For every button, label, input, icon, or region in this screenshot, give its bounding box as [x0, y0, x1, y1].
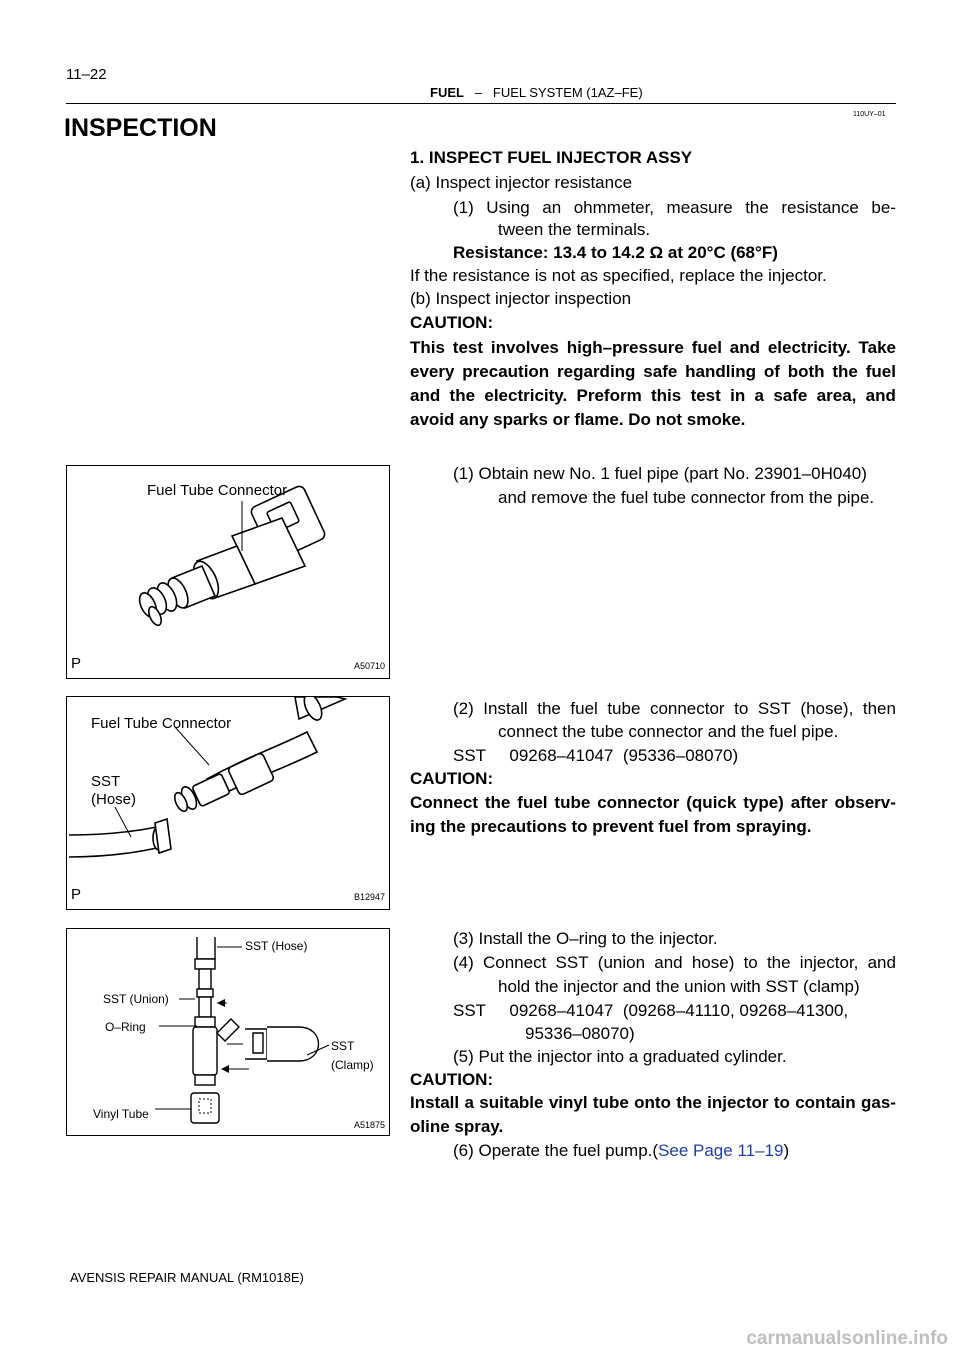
fig1-label: Fuel Tube Connector — [147, 482, 288, 499]
doc-code: 110UY–01 — [853, 111, 886, 118]
see-page-link[interactable]: See Page 11–19 — [658, 1141, 784, 1160]
header-subtitle: FUEL SYSTEM (1AZ–FE) — [492, 85, 643, 100]
step-b6: (6) Operate the fuel pump.(See Page 11–19) — [453, 1141, 790, 1160]
caution-1-line2: every precaution regarding safe handling of both the fuel — [410, 362, 896, 381]
caution-1-line4: avoid any sparks or flame. Do not smoke. — [410, 410, 746, 429]
fig3-sst-hose: SST (Hose) — [245, 939, 308, 953]
fig1-corner: P — [71, 655, 82, 672]
caution-1-label: CAUTION: — [410, 313, 494, 332]
caution-2-line1: Connect the fuel tube connector (quick type) after observ- — [410, 793, 896, 812]
step-b1-line2: and remove the fuel tube connector from the pipe. — [498, 488, 875, 507]
fig3-vinyl-tube: Vinyl Tube — [93, 1107, 149, 1121]
figure-sst-hose — [66, 696, 390, 910]
fig2-sst: SST — [91, 773, 121, 790]
resistance-spec: Resistance: 13.4 to 14.2 Ω at 20°C (68°F) — [453, 243, 778, 262]
figure-injector-setup — [66, 928, 390, 1136]
header-rule — [66, 103, 896, 104]
caution-1-line1: This test involves high–pressure fuel and electricity. Take — [410, 338, 896, 357]
step-b2-line1: (2) Install the fuel tube connector to SST (hose), then — [453, 699, 896, 718]
footer: AVENSIS REPAIR MANUAL (RM1018E) — [70, 1270, 304, 1285]
caution-2-label: CAUTION: — [410, 769, 494, 788]
fig3-clamp: (Clamp) — [331, 1058, 374, 1072]
caution-1-line3: and the electricity. Preform this test in a safe area, and — [410, 386, 896, 405]
caution-2-line2: ing the precautions to prevent fuel from spraying. — [410, 817, 812, 836]
step-a1-line2: tween the terminals. — [498, 220, 651, 239]
step-b2-line2: connect the tube connector and the fuel pipe. — [498, 722, 839, 741]
caution-3-line2: oline spray. — [410, 1117, 504, 1136]
page-number: 11–22 — [66, 66, 107, 83]
fig2-hose: (Hose) — [91, 791, 137, 808]
fig3-code: A51875 — [353, 1120, 385, 1130]
page-header — [430, 85, 643, 100]
fig1-code: A50710 — [353, 661, 385, 671]
fig3-oring: O–Ring — [105, 1020, 146, 1034]
step-a: (a) Inspect injector resistance — [410, 173, 633, 192]
caution-3-line1: Install a suitable vinyl tube onto the injector to contain gas- — [410, 1093, 896, 1112]
fig3-sst-union: SST (Union) — [103, 992, 169, 1006]
step-a1-line1: (1) Using an ohmmeter, measure the resistance be- — [453, 198, 896, 217]
fig2-label: Fuel Tube Connector — [91, 715, 232, 732]
step-b1-line1: (1) Obtain new No. 1 fuel pipe (part No. 23901–0H040) — [453, 464, 867, 483]
step-b5: (5) Put the injector into a graduated cylinder. — [453, 1047, 787, 1066]
fig3-sst: SST — [331, 1039, 355, 1053]
sst-2-line2: 95336–08070) — [525, 1024, 635, 1043]
watermark: carmanualsonline.info — [746, 1328, 948, 1349]
fig2-code: B12947 — [353, 892, 385, 902]
figure-fuel-tube-connector — [66, 465, 390, 679]
header-separator: – — [474, 85, 483, 100]
step-b4-line1: (4) Connect SST (union and hose) to the injector, and — [453, 953, 896, 972]
fig2-corner: P — [71, 886, 82, 903]
caution-3-label: CAUTION: — [410, 1070, 494, 1089]
step-1-heading: 1. INSPECT FUEL INJECTOR ASSY — [410, 148, 693, 167]
section-title: INSPECTION — [64, 114, 217, 142]
replace-note: If the resistance is not as specified, replace the injector. — [410, 266, 827, 285]
step-b3: (3) Install the O–ring to the injector. — [453, 929, 718, 948]
sst-2-line1: SST 09268–41047 (09268–41110, 09268–41300, — [453, 1001, 849, 1020]
step-b: (b) Inspect injector inspection — [410, 289, 632, 308]
header-section: FUEL — [430, 85, 464, 100]
sst-1: SST 09268–41047 (95336–08070) — [453, 746, 739, 765]
step-b4-line2: hold the injector and the union with SST (clamp) — [498, 977, 860, 996]
